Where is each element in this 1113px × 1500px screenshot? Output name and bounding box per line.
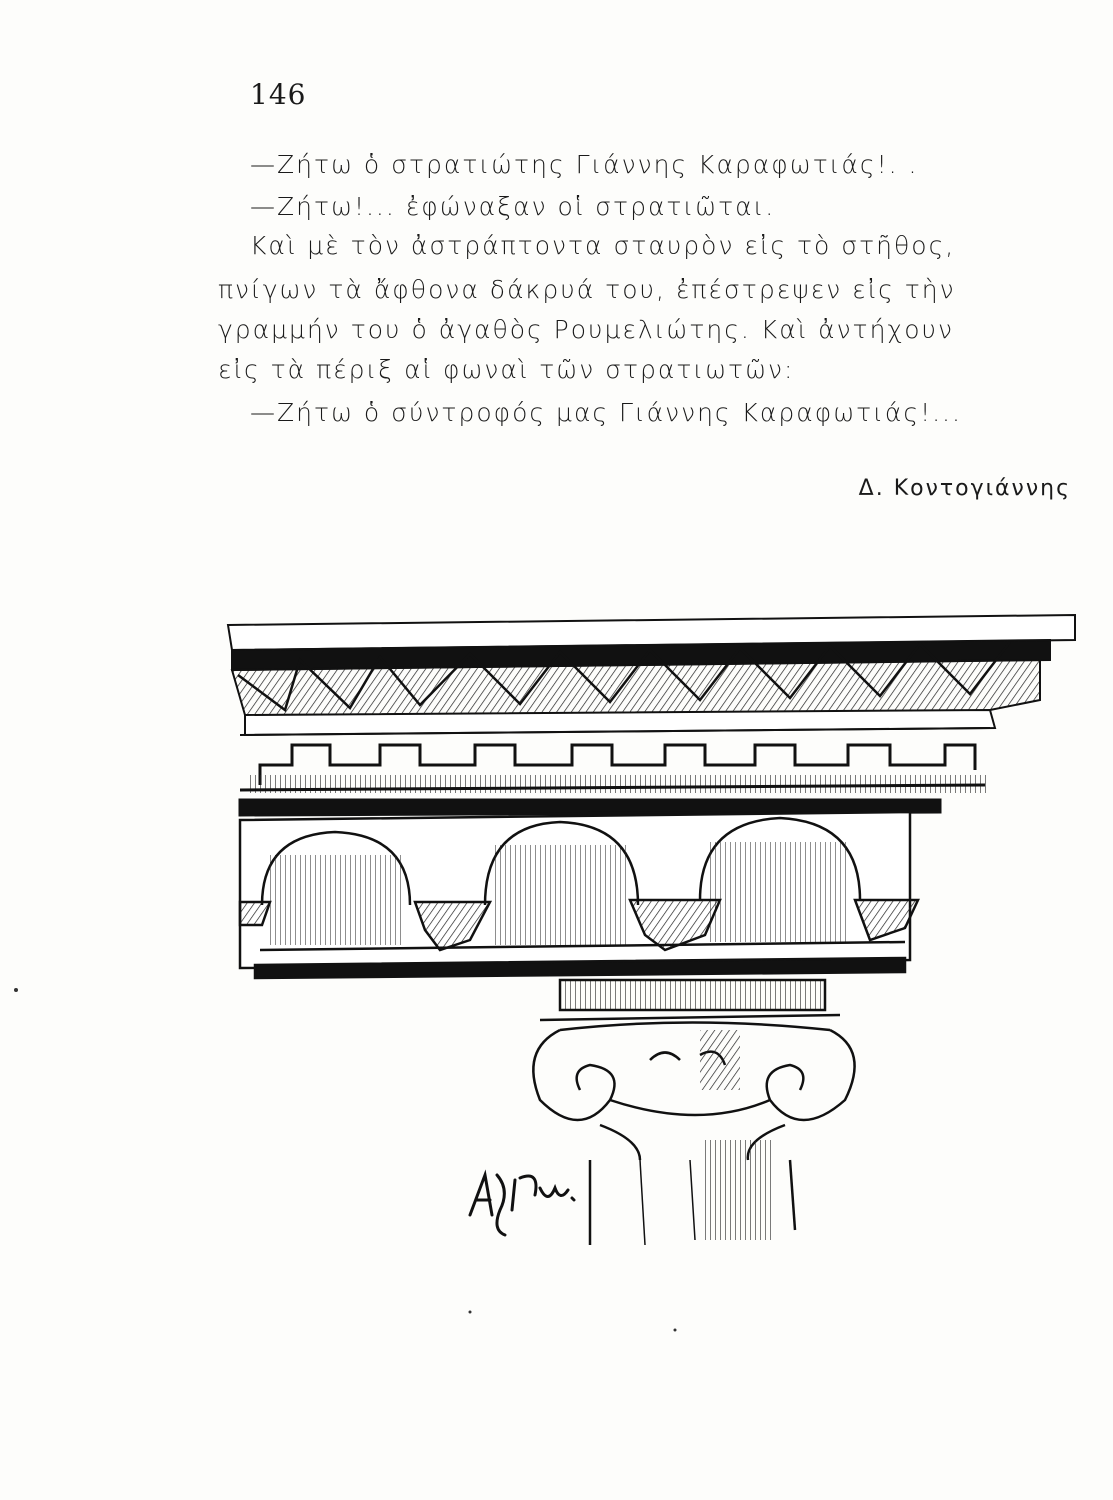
author-signature: Δ. Κοντογιάννης: [858, 476, 1071, 501]
arches-course: [240, 812, 918, 978]
page-number: 146: [250, 78, 307, 111]
dentil-course: [240, 745, 990, 815]
text-line-2: —Ζήτω!... ἐφώναξαν οἱ στρατιῶται.: [250, 192, 776, 221]
text-line-1: —Ζήτω ὁ στρατιώτης Γιάννης Καραφωτιάς!. .: [250, 150, 919, 179]
text-line-5: γραμμήν του ὁ ἀγαθὸς Ρουμελιώτης. Καὶ ἀντήχουν: [218, 315, 954, 344]
volute-capital: [533, 980, 854, 1160]
cornice: [228, 615, 1075, 735]
artist-signature-mark: [470, 1175, 574, 1235]
text-line-6: εἰς τὰ πέριξ αἱ φωναὶ τῶν στρατιωτῶν:: [218, 355, 795, 384]
page-specks: [14, 988, 677, 1332]
text-line-4: πνίγων τὰ ἄφθονα δάκρυά του, ἐπέστρεψεν εἰς τὴν: [218, 275, 956, 304]
column-shaft: [590, 1140, 795, 1245]
text-line-7: —Ζήτω ὁ σύντροφός μας Γιάννης Καραφωτιάς!...: [250, 398, 962, 427]
text-line-3: Καὶ μὲ τὸν ἀστράπτοντα σταυρὸν εἰς τὸ στῆθος,: [250, 231, 956, 260]
